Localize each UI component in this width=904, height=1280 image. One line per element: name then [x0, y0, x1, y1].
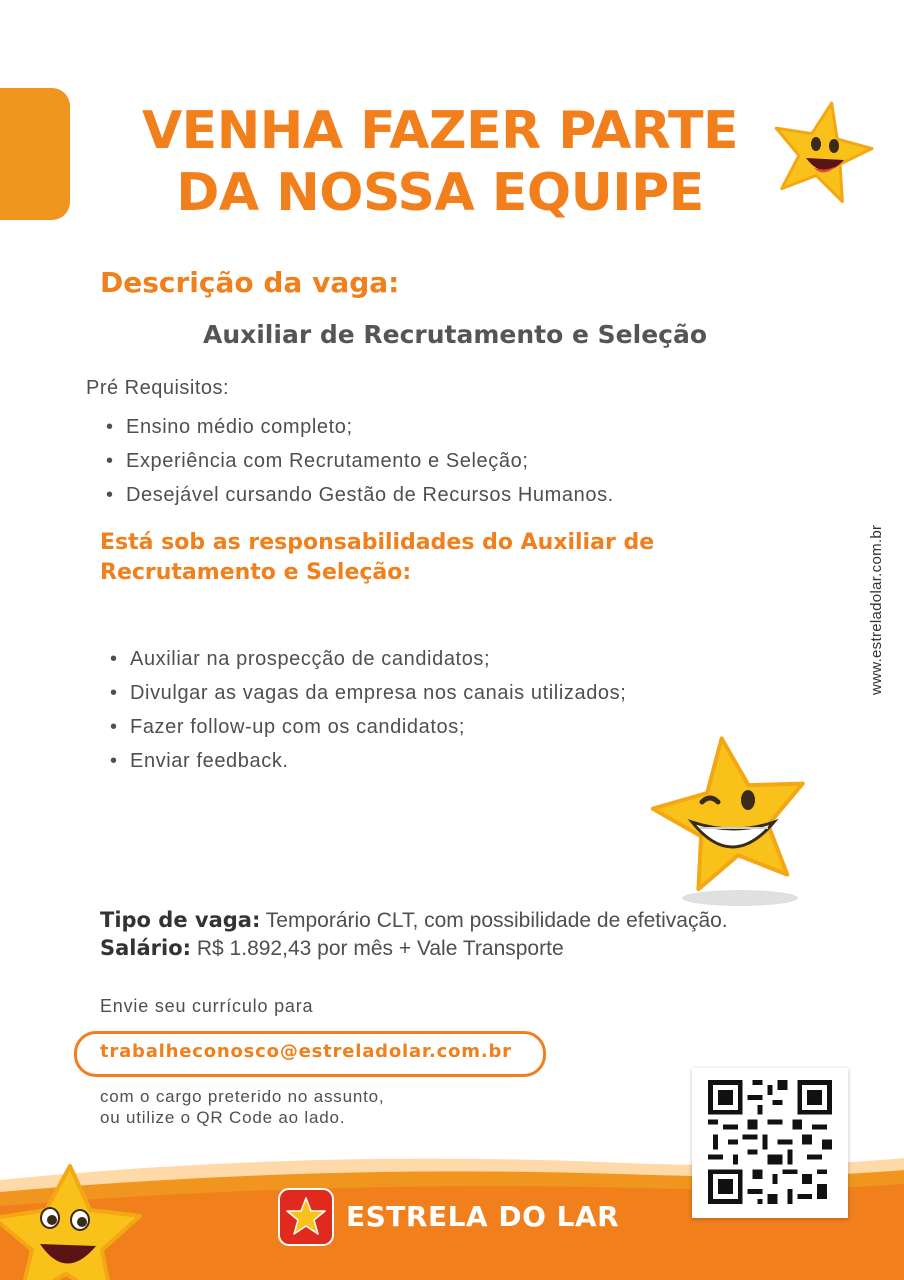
headline-line-1: VENHA FAZER PARTE [141, 101, 739, 161]
contact-intro: Envie seu currículo para [100, 996, 314, 1016]
job-type-label: Tipo de vaga: [100, 908, 261, 932]
contact-note [100, 1086, 384, 1128]
list-item: • Enviar feedback. [108, 744, 768, 778]
prerequisites-list [104, 410, 744, 512]
contact-note-line-1: com o cargo preterido no assunto, [100, 1087, 385, 1106]
headline-line-2: DA NOSSA EQUIPE [176, 163, 704, 223]
list-item: • Auxiliar na prospecção de candidatos; [108, 642, 768, 676]
job-type [100, 908, 728, 933]
brand-logo-icon [278, 1188, 334, 1246]
winking-star-mascot-icon [640, 732, 818, 908]
list-item: • Ensino médio completo; [104, 410, 744, 444]
bottom-star-mascot-icon [0, 1162, 150, 1280]
list-item: • Experiência com Recrutamento e Seleção; [104, 444, 744, 478]
salary-label: Salário: [100, 936, 192, 960]
list-item: • Desejável cursando Gestão de Recursos Humanos. [104, 478, 744, 512]
qr-code-icon[interactable] [708, 1080, 832, 1204]
prerequisites-label: Pré Requisitos: [86, 377, 230, 399]
list-item: • Divulgar as vagas da empresa nos canais utilizados; [108, 676, 768, 710]
job-type-value: Temporário CLT, com possibilidade de efetivação. [260, 909, 728, 932]
website-url: www.estreladolar.com.br [868, 524, 885, 695]
salary [100, 936, 564, 961]
list-item: • Fazer follow-up com os candidatos; [108, 710, 768, 744]
star-mascot-icon [766, 98, 876, 210]
responsibilities-title: Está sob as responsabilidades do Auxiliar de Recrutamento e Seleção: [100, 530, 655, 585]
salary-value: R$ 1.892,43 por mês + Vale Transporte [191, 937, 564, 960]
decorative-tab [0, 88, 70, 220]
contact-note-line-2: ou utilize o QR Code ao lado. [100, 1108, 346, 1127]
description-title: Descrição da vaga: [100, 266, 400, 299]
brand-name: ESTRELA DO LAR [346, 1200, 620, 1233]
job-title: Auxiliar de Recrutamento e Seleção [202, 320, 708, 349]
email-link[interactable]: trabalheconosco@estreladolar.com.br [100, 1041, 512, 1062]
headline [80, 100, 800, 224]
